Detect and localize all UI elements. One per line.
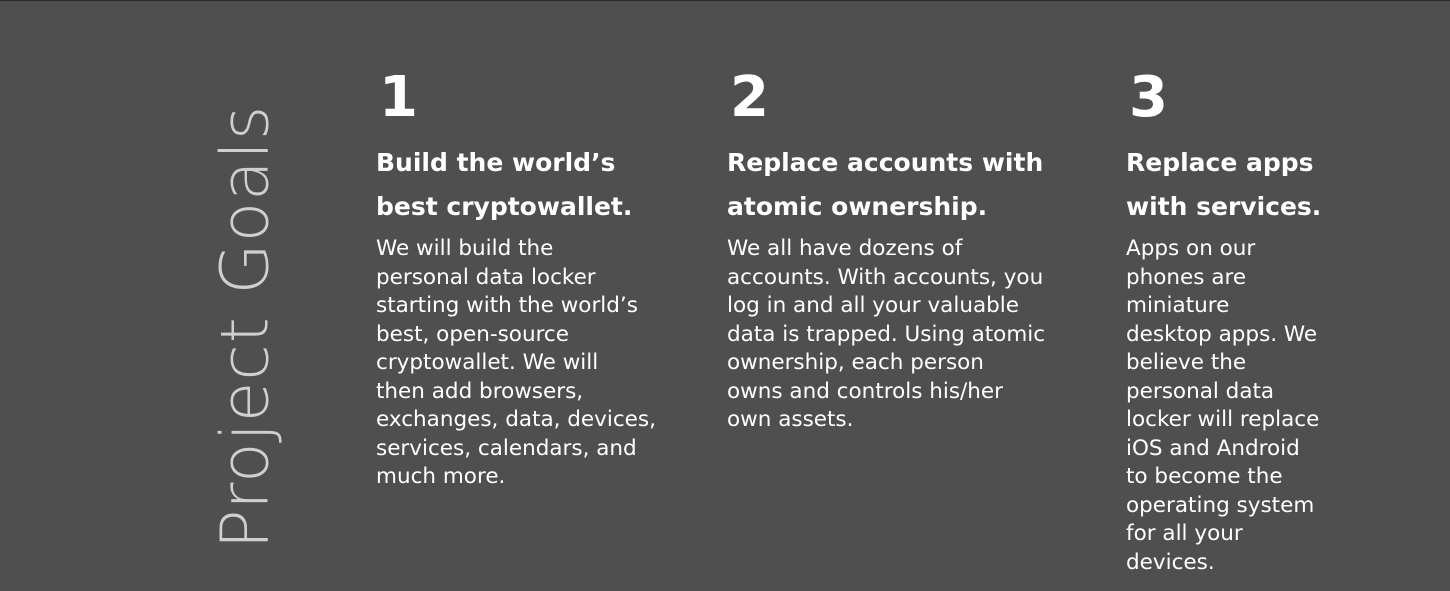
goal-heading-line: Replace accounts with (727, 148, 1044, 177)
goal-heading (1126, 141, 1336, 229)
goal-description-line: miniature (1126, 293, 1230, 318)
goal-column-1 (376, 65, 676, 492)
goal-description-line: exchanges, data, devices, (376, 407, 656, 432)
goal-description (1126, 235, 1336, 577)
goal-description-line: starting with the world’s (376, 293, 638, 318)
goal-description-line: owns and controls his/her (727, 378, 1003, 404)
goal-number: 2 (730, 65, 769, 130)
goal-description-line: personal data locker (376, 264, 596, 290)
goal-description-line: phones are (1126, 264, 1247, 290)
goal-heading-line: best cryptowallet. (376, 192, 633, 221)
goal-description-line: Apps on our (1126, 236, 1256, 261)
goal-heading-line: Build the world’s (376, 148, 616, 177)
goal-number: 1 (379, 65, 418, 130)
goal-number: 3 (1129, 65, 1168, 130)
goal-description-line: believe the (1126, 350, 1247, 375)
goal-column-2 (727, 65, 1067, 435)
goal-description-line: personal data (1126, 378, 1275, 404)
top-divider (0, 0, 1450, 1)
goal-heading-line: atomic ownership. (727, 192, 988, 221)
goal-description-line: for all your (1126, 521, 1243, 546)
goal-heading (376, 141, 676, 229)
goal-heading-line: Replace apps (1126, 148, 1314, 177)
goal-description-line: much more. (376, 464, 506, 489)
goal-description-line: services, calendars, and (376, 435, 637, 461)
goal-description-line: We all have dozens of (727, 236, 963, 261)
goal-description-line: data is trapped. Using atomic (727, 321, 1046, 347)
goal-description (727, 235, 1067, 435)
goal-description-line: devices. (1126, 549, 1215, 575)
goal-description-line: cryptowallet. We will (376, 350, 599, 375)
goal-description-line: operating system (1126, 492, 1315, 518)
goal-description-line: log in and all your valuable (727, 293, 1019, 318)
goal-description-line: to become the (1126, 464, 1283, 489)
goal-heading-line: with services. (1126, 192, 1322, 221)
goal-description-line: iOS and Android (1126, 435, 1300, 461)
goal-description-line: locker will replace (1126, 407, 1320, 432)
goal-column-3 (1126, 65, 1336, 577)
goal-heading (727, 141, 1067, 229)
goal-description-line: then add browsers, (376, 378, 584, 404)
goal-description-line: ownership, each person (727, 350, 984, 375)
goal-description-line: desktop apps. We (1126, 321, 1318, 347)
goal-description-line: own assets. (727, 407, 854, 432)
goal-description-line: We will build the (376, 236, 554, 261)
goal-description-line: best, open-source (376, 321, 569, 347)
section-title: Project Goals (206, 104, 284, 550)
goal-description (376, 235, 676, 492)
goal-description-line: accounts. With accounts, you (727, 264, 1044, 290)
